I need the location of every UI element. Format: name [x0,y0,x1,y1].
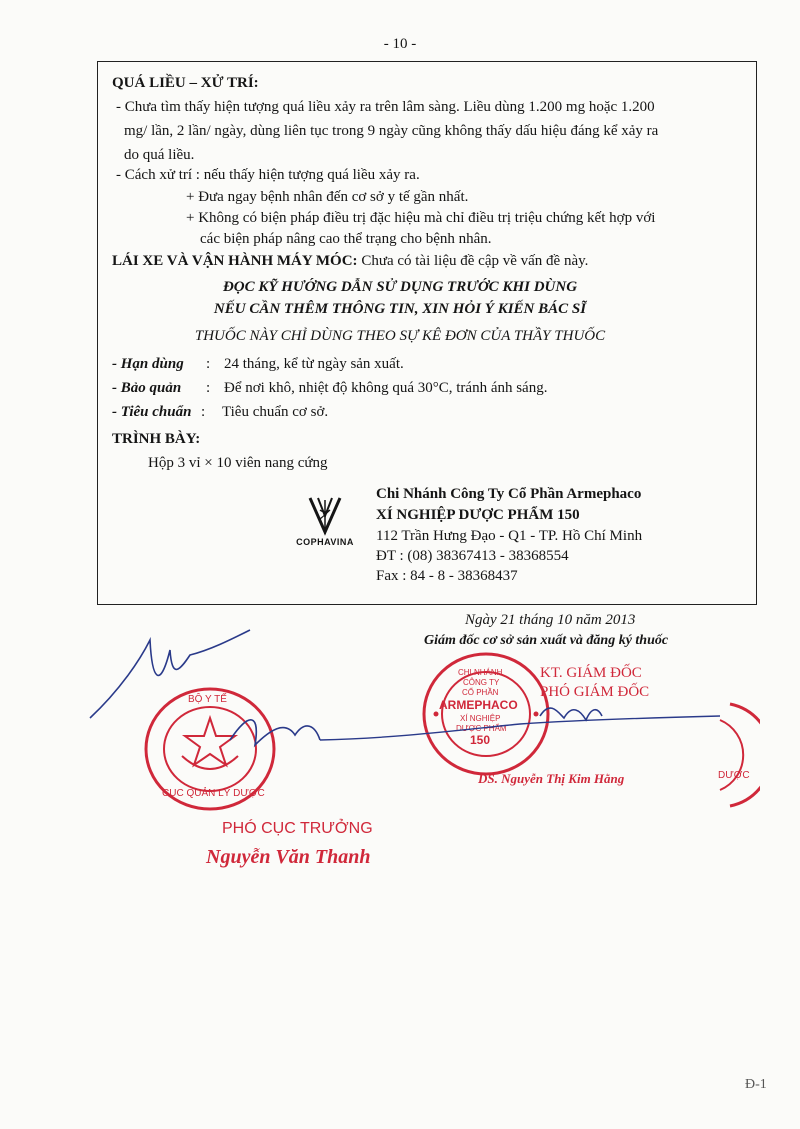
seal-line: ARMEPHACO [439,698,518,712]
deputy-title-line2: PHÓ GIÁM ĐỐC [540,684,650,700]
overdose-line: các biện pháp nâng cao thể trạng cho bệnh nhân. [200,231,492,247]
overdose-line: do quá liều. [124,147,195,163]
overdose-heading: QUÁ LIỀU – XỬ TRÍ: [112,75,259,91]
partial-seal-text: DƯỢC [718,770,750,781]
spec-value: Tiêu chuẩn cơ sở. [222,404,329,420]
company-subsidiary: XÍ NGHIỆP DƯỢC PHẨM 150 [376,507,580,523]
spec-sep: : [201,404,206,420]
seal-line: CÔNG TY [463,678,500,687]
spec-label: - Bảo quản [112,380,182,396]
overdose-line: + Đưa ngay bệnh nhân đến cơ sở y tế gần nhất. [186,189,469,205]
sign-role: Giám đốc cơ sở sản xuất và đăng ký thuốc [424,633,669,648]
company-name: Chi Nhánh Công Ty Cổ Phần Armephaco [376,486,642,502]
company-phone: ĐT : (08) 38367413 - 38368554 [376,548,569,564]
spec-sep: : [206,380,211,396]
ministry-title: PHÓ CỤC TRƯỞNG [222,820,373,837]
logo-label: COPHAVINA [296,537,354,547]
deputy-title-line1: KT. GIÁM ĐỐC [540,665,642,681]
ministry-signer-name: Nguyễn Văn Thanh [206,846,371,868]
warning-ask-doctor: NẾU CẦN THÊM THÔNG TIN, XIN HỎI Ý KIẾN BÁC SĨ [213,301,587,317]
corner-mark: Đ-1 [745,1077,767,1092]
overdose-line: - Cách xử trí : nếu thấy hiện tượng quá liều xảy ra. [116,167,420,183]
spec-label: - Tiêu chuẩn [112,404,192,420]
spec-value: 24 tháng, kể từ ngày sản xuất. [224,356,404,372]
warning-read-instructions: ĐỌC KỸ HƯỚNG DẪN SỬ DỤNG TRƯỚC KHI DÙNG [222,279,578,295]
ministry-seal-top: BỘ Y TẾ [188,694,227,705]
overdose-line: mg/ lần, 2 lần/ ngày, dùng liên tục trong 9 ngày cũng không thấy dấu hiệu đáng kể xảy ra [124,123,659,139]
signature-strokes-icon [80,620,760,780]
overdose-line: - Chưa tìm thấy hiện tượng quá liều xảy ra trên lâm sàng. Liều dùng 1.200 mg hoặc 1.200 [116,99,655,115]
company-fax: Fax : 84 - 8 - 38368437 [376,568,518,584]
warning-prescription: THUỐC NÀY CHỈ DÙNG THEO SỰ KÊ ĐƠN CỦA THẦY THUỐC [194,328,606,344]
driving-text: Chưa có tài liệu đề cập về vấn đề này. [361,253,589,269]
company-address: 112 Trần Hưng Đạo - Q1 - TP. Hồ Chí Minh [376,528,643,544]
company-signer-name: DS. Nguyễn Thị Kim Hằng [478,771,625,786]
presentation-heading: TRÌNH BÀY: [112,431,201,447]
spec-value: Để nơi khô, nhiệt độ không quá 30°C, tránh ánh sáng. [224,380,548,396]
seal-line: DƯỢC PHẨM [456,724,507,733]
spec-label: - Hạn dùng [112,356,184,372]
seal-line: 150 [470,733,491,747]
seal-line: CHI NHÁNH [458,668,503,677]
page-number: - 10 - [383,36,417,52]
ministry-seal-bottom: CỤC QUẢN LÝ DƯỢC [162,788,265,799]
driving-heading: LÁI XE VÀ VẬN HÀNH MÁY MÓC: [112,253,358,269]
driving-row [112,254,588,269]
presentation-text: Hộp 3 vỉ × 10 viên nang cứng [148,455,328,471]
seal-line: XÍ NGHIỆP [460,714,501,723]
overdose-line: + Không có biện pháp điều trị đặc hiệu mà chỉ điều trị triệu chứng kết hợp với [186,210,656,226]
spec-sep: : [206,356,211,372]
sign-date: Ngày 21 tháng 10 năm 2013 [465,612,636,628]
seal-line: CỔ PHẦN [462,688,499,697]
